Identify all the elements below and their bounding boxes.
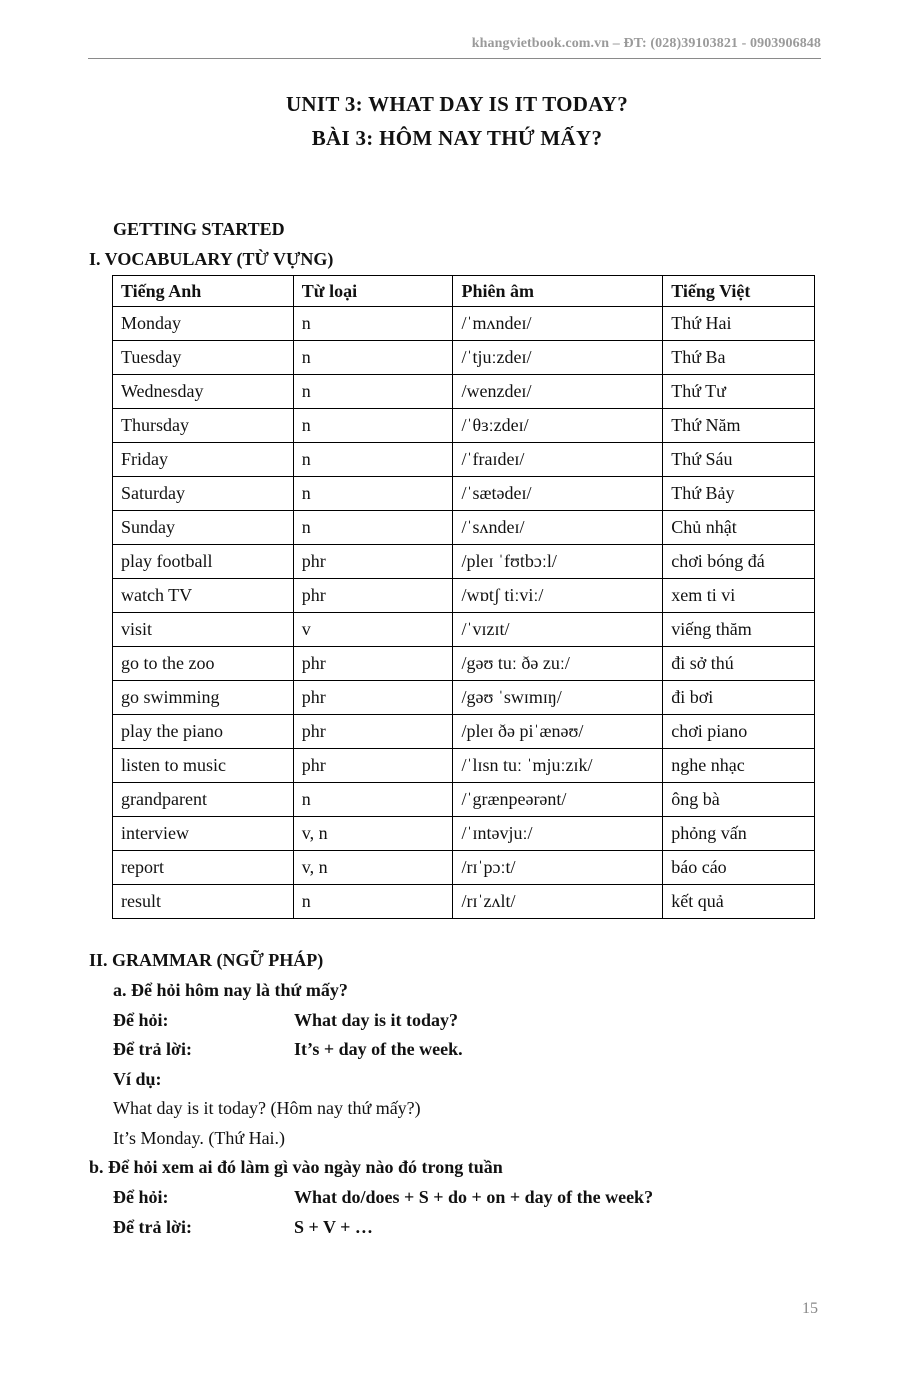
- vietnamese-meaning-cell: ông bà: [663, 783, 815, 817]
- table-header-row: [113, 276, 815, 307]
- table-row: [113, 409, 815, 443]
- english-word-cell: Sunday: [113, 511, 294, 545]
- table-row: [113, 511, 815, 545]
- pronunciation-cell: /ˈvɪzɪt/: [453, 613, 663, 647]
- pronunciation-cell: /gəʊ ˈswɪmɪŋ/: [453, 681, 663, 715]
- table-row: [113, 579, 815, 613]
- english-word-cell: Saturday: [113, 477, 294, 511]
- grammar-b-ask-label: Để hỏi:: [113, 1187, 169, 1207]
- english-word-cell: Wednesday: [113, 375, 294, 409]
- english-word-cell: watch TV: [113, 579, 294, 613]
- pronunciation-cell: /pleɪ ðə piˈænəʊ/: [453, 715, 663, 749]
- grammar-a-ask-value: What day is it today?: [294, 1010, 459, 1030]
- vietnamese-meaning-cell: nghe nhạc: [663, 749, 815, 783]
- example-question: What day is it today? (Hôm nay thứ mấy?): [113, 1098, 421, 1118]
- vietnamese-meaning-cell: chơi bóng đá: [663, 545, 815, 579]
- word-type-cell: phr: [293, 749, 453, 783]
- pronunciation-cell: /ˈfraɪdeɪ/: [453, 443, 663, 477]
- word-type-cell: n: [293, 885, 453, 919]
- word-type-cell: phr: [293, 647, 453, 681]
- word-type-cell: v, n: [293, 851, 453, 885]
- column-header-word-type: Từ loại: [293, 276, 453, 307]
- vietnamese-meaning-cell: Chủ nhật: [663, 511, 815, 545]
- table-row: [113, 613, 815, 647]
- example-answer: It’s Monday. (Thứ Hai.): [113, 1128, 286, 1148]
- pronunciation-cell: /ˈθɜːzdeɪ/: [453, 409, 663, 443]
- table-row: [113, 885, 815, 919]
- table-row: [113, 443, 815, 477]
- word-type-cell: phr: [293, 715, 453, 749]
- grammar-b-answer-value: S + V + …: [294, 1217, 373, 1237]
- vocabulary-table: [112, 275, 815, 919]
- pronunciation-cell: /ˈɪntəvjuː/: [453, 817, 663, 851]
- grammar-b-ask-value: What do/does + S + do + on + day of the week?: [294, 1187, 654, 1207]
- table-row: [113, 749, 815, 783]
- pronunciation-cell: /ˈgrænpeərənt/: [453, 783, 663, 817]
- english-word-cell: listen to music: [113, 749, 294, 783]
- unit-title: UNIT 3: WHAT DAY IS IT TODAY?: [285, 92, 629, 116]
- pronunciation-cell: /rɪˈzʌlt/: [453, 885, 663, 919]
- word-type-cell: v: [293, 613, 453, 647]
- word-type-cell: n: [293, 375, 453, 409]
- table-row: [113, 681, 815, 715]
- english-word-cell: visit: [113, 613, 294, 647]
- word-type-cell: n: [293, 477, 453, 511]
- header-text: khangvietbook.com.vn – ĐT: (028)39103821 - 0903906848: [471, 36, 821, 51]
- vietnamese-meaning-cell: Thứ Hai: [663, 307, 815, 341]
- vocabulary-heading: I. VOCABULARY (TỪ VỰNG): [89, 249, 334, 269]
- word-type-cell: phr: [293, 545, 453, 579]
- pronunciation-cell: /pleɪ ˈfʊtbɔːl/: [453, 545, 663, 579]
- pronunciation-cell: /gəʊ tuː ðə zuː/: [453, 647, 663, 681]
- vietnamese-meaning-cell: Thứ Sáu: [663, 443, 815, 477]
- pronunciation-cell: /ˈtjuːzdeɪ/: [453, 341, 663, 375]
- vietnamese-meaning-cell: đi sở thú: [663, 647, 815, 681]
- column-header-pronunciation: Phiên âm: [453, 276, 663, 307]
- pronunciation-cell: /wenzdeɪ/: [453, 375, 663, 409]
- grammar-a-ask-label: Để hỏi:: [113, 1010, 169, 1030]
- grammar-b-title: b. Để hỏi xem ai đó làm gì vào ngày nào đó trong tuần: [89, 1157, 503, 1177]
- pronunciation-cell: /ˈlɪsn tuː ˈmjuːzɪk/: [453, 749, 663, 783]
- word-type-cell: phr: [293, 579, 453, 613]
- pronunciation-cell: /ˈsʌndeɪ/: [453, 511, 663, 545]
- vietnamese-meaning-cell: phỏng vấn: [663, 817, 815, 851]
- word-type-cell: phr: [293, 681, 453, 715]
- english-word-cell: result: [113, 885, 294, 919]
- english-word-cell: Friday: [113, 443, 294, 477]
- word-type-cell: n: [293, 783, 453, 817]
- table-row: [113, 817, 815, 851]
- english-word-cell: go to the zoo: [113, 647, 294, 681]
- word-type-cell: n: [293, 511, 453, 545]
- grammar-b-answer-label: Để trả lời:: [113, 1217, 192, 1237]
- grammar-a-answer-value: It’s + day of the week.: [294, 1039, 463, 1059]
- pronunciation-cell: /ˈsætədeɪ/: [453, 477, 663, 511]
- table-row: [113, 375, 815, 409]
- vietnamese-meaning-cell: đi bơi: [663, 681, 815, 715]
- vietnamese-meaning-cell: chơi piano: [663, 715, 815, 749]
- header-divider: [88, 58, 821, 59]
- grammar-a-title: a. Để hỏi hôm nay là thứ mấy?: [113, 980, 348, 1000]
- column-header-vietnamese: Tiếng Việt: [663, 276, 815, 307]
- word-type-cell: n: [293, 409, 453, 443]
- vietnamese-meaning-cell: Thứ Tư: [663, 375, 815, 409]
- vietnamese-meaning-cell: kết quả: [663, 885, 815, 919]
- vietnamese-meaning-cell: viếng thăm: [663, 613, 815, 647]
- word-type-cell: n: [293, 307, 453, 341]
- example-label: Ví dụ:: [113, 1069, 162, 1089]
- pronunciation-cell: /wɒtʃ tiːviː/: [453, 579, 663, 613]
- word-type-cell: n: [293, 341, 453, 375]
- english-word-cell: grandparent: [113, 783, 294, 817]
- word-type-cell: v, n: [293, 817, 453, 851]
- table-row: [113, 783, 815, 817]
- vietnamese-meaning-cell: xem ti vi: [663, 579, 815, 613]
- pronunciation-cell: /ˈmʌndeɪ/: [453, 307, 663, 341]
- page-number: 15: [802, 1300, 818, 1317]
- english-word-cell: play football: [113, 545, 294, 579]
- english-word-cell: Thursday: [113, 409, 294, 443]
- pronunciation-cell: /rɪˈpɔːt/: [453, 851, 663, 885]
- getting-started-heading: GETTING STARTED: [113, 219, 285, 239]
- unit-title-vietnamese: BÀI 3: HÔM NAY THỨ MẤY?: [311, 126, 603, 150]
- column-header-english: Tiếng Anh: [113, 276, 294, 307]
- english-word-cell: go swimming: [113, 681, 294, 715]
- table-row: [113, 647, 815, 681]
- vietnamese-meaning-cell: báo cáo: [663, 851, 815, 885]
- english-word-cell: Tuesday: [113, 341, 294, 375]
- table-row: [113, 545, 815, 579]
- vietnamese-meaning-cell: Thứ Năm: [663, 409, 815, 443]
- grammar-a-answer-label: Để trả lời:: [113, 1039, 192, 1059]
- table-row: [113, 477, 815, 511]
- english-word-cell: interview: [113, 817, 294, 851]
- table-row: [113, 851, 815, 885]
- vietnamese-meaning-cell: Thứ Ba: [663, 341, 815, 375]
- english-word-cell: report: [113, 851, 294, 885]
- word-type-cell: n: [293, 443, 453, 477]
- english-word-cell: Monday: [113, 307, 294, 341]
- vietnamese-meaning-cell: Thứ Bảy: [663, 477, 815, 511]
- table-row: [113, 307, 815, 341]
- table-row: [113, 715, 815, 749]
- grammar-heading: II. GRAMMAR (NGỮ PHÁP): [89, 950, 324, 970]
- english-word-cell: play the piano: [113, 715, 294, 749]
- table-row: [113, 341, 815, 375]
